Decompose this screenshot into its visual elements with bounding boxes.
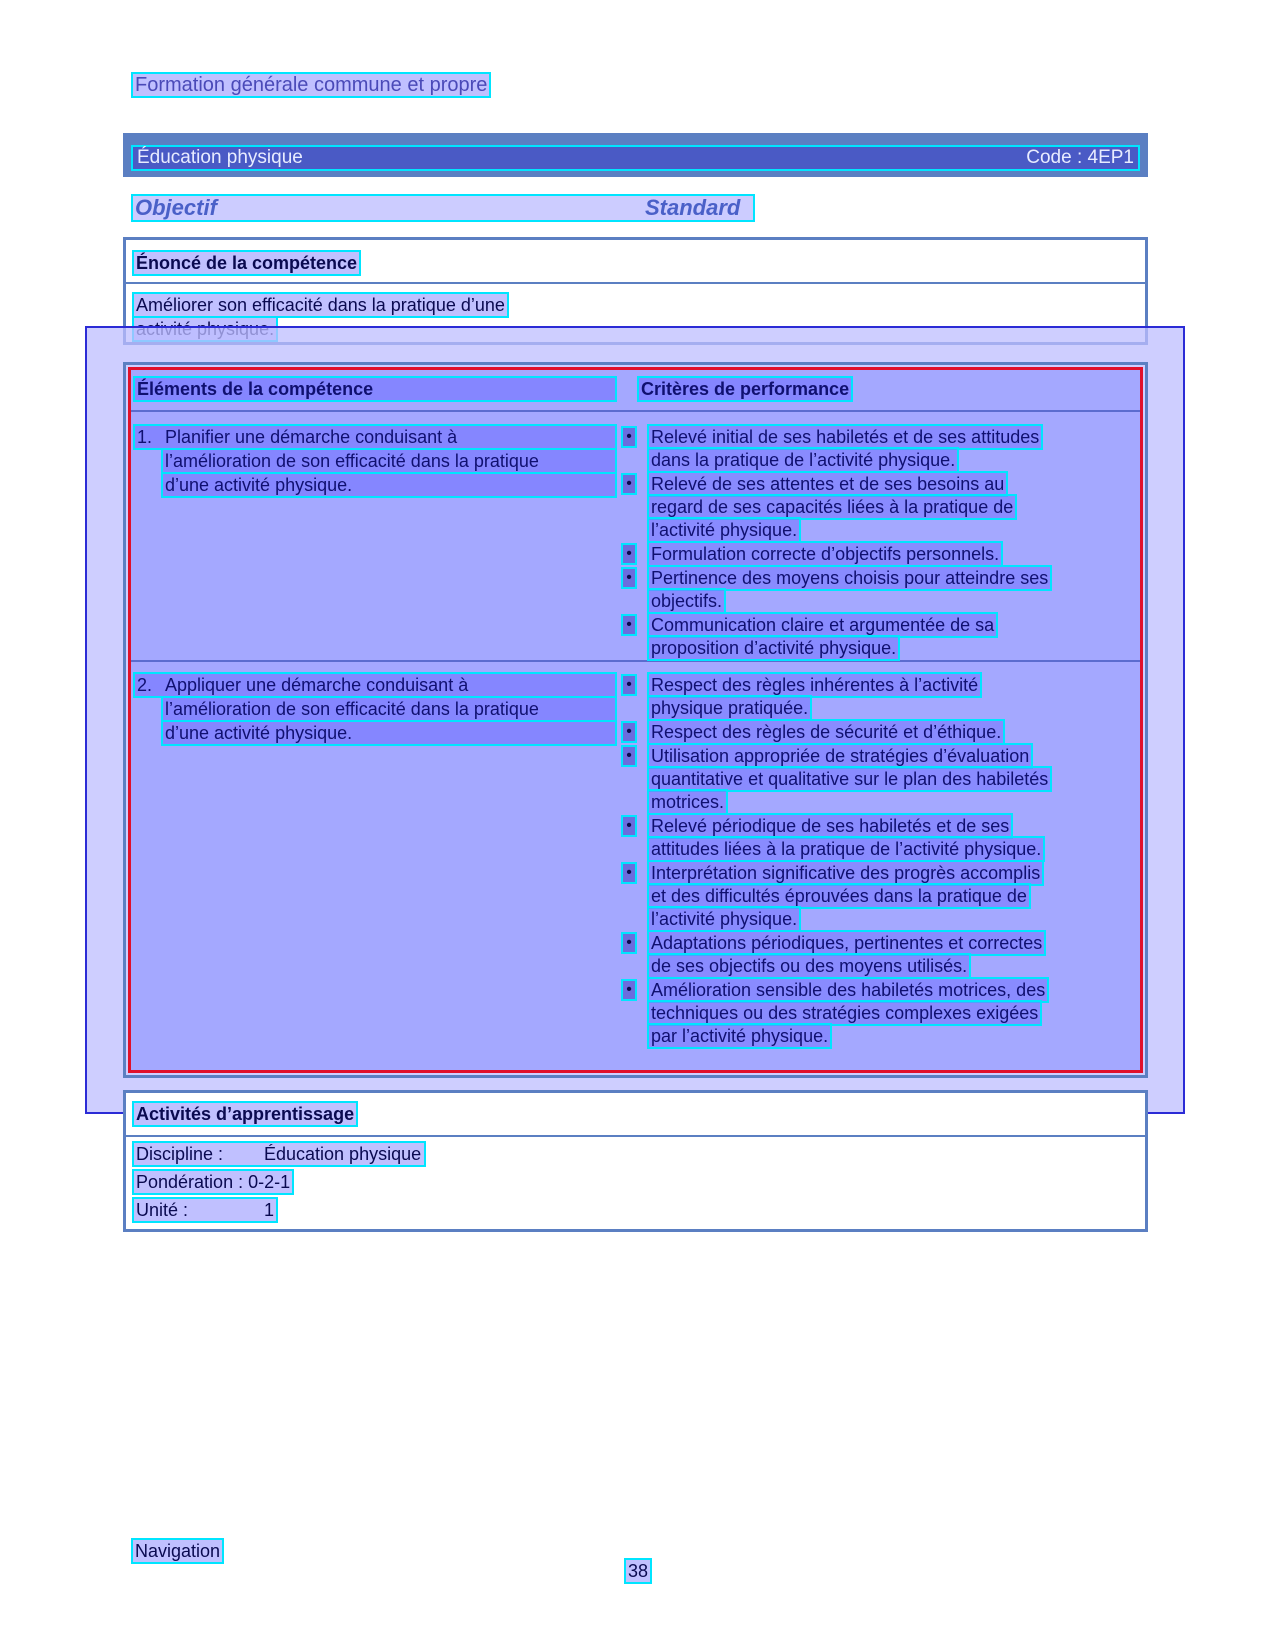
competence-table [123, 362, 1148, 1078]
element-2-line [163, 698, 615, 720]
criterion-line: Utilisation appropriée de stratégies d’évaluation [651, 746, 1030, 766]
criterion-line: Relevé de ses attentes et de ses besoins au [651, 474, 1005, 494]
activites-box [123, 1090, 1148, 1232]
elements-heading: Éléments de la compétence [135, 378, 615, 400]
element-1-line [163, 474, 615, 496]
ponderation-row [134, 1171, 292, 1193]
criterion-line: physique pratiquée. [651, 698, 809, 718]
bullet-icon: • [623, 475, 635, 493]
standard-label: Standard [645, 195, 741, 220]
element-text: Planifier une démarche conduisant à [165, 427, 458, 447]
course-title: Éducation physique [137, 147, 303, 168]
criterion-line: attitudes liées à la pratique de l’activité physique. [651, 839, 1042, 859]
criterion-line: par l’activité physique. [651, 1026, 829, 1046]
navigation-link[interactable]: Navigation [135, 1541, 221, 1561]
criterion-line: Communication claire et argumentée de sa [651, 615, 995, 635]
criterion-line: Adaptations périodiques, pertinentes et correctes [651, 933, 1043, 953]
bullet-icon: • [623, 864, 635, 882]
course-code: Code : 4EP1 [1026, 147, 1134, 168]
bullet-icon: • [623, 569, 635, 587]
enonce-heading: Énoncé de la compétence [136, 253, 358, 273]
criterion-line: Interprétation significative des progrès accomplis [651, 863, 1041, 883]
enonce-line-1: Améliorer son efficacité dans la pratique d’une [136, 295, 505, 315]
discipline-row [134, 1143, 424, 1165]
bullet-icon: • [623, 723, 635, 741]
page-number: 38 [628, 1561, 649, 1581]
objective-row [133, 196, 753, 220]
unite-label: Unité : [136, 1200, 189, 1220]
criterion-line: Relevé périodique de ses habiletés et de ses [651, 816, 1010, 836]
criterion-line: l’activité physique. [651, 520, 798, 540]
criterion-line: l’activité physique. [651, 909, 798, 929]
activites-heading: Activités d’apprentissage [136, 1104, 355, 1124]
criterion-line: Relevé initial de ses habiletés et de ses attitudes [651, 427, 1040, 447]
element-text: l’amélioration de son efficacité dans la pratique [165, 451, 539, 471]
bullet-icon: • [623, 676, 635, 694]
ponderation-label: Pondération : [136, 1172, 244, 1192]
criterion-line: proposition d’activité physique. [651, 638, 897, 658]
bullet-icon: • [623, 934, 635, 952]
criterion-line: de ses objectifs ou des moyens utilisés. [651, 956, 968, 976]
bullet-icon: • [623, 616, 635, 634]
element-text: l’amélioration de son efficacité dans la pratique [165, 699, 539, 719]
bullet-icon: • [623, 817, 635, 835]
competence-table-selection [128, 367, 1143, 1073]
unite-value: 1 [263, 1200, 274, 1220]
criterion-line: Formulation correcte d’objectifs personnels. [651, 544, 1000, 564]
criterion-line: techniques ou des stratégies complexes exigées [651, 1003, 1039, 1023]
unite-row [134, 1199, 276, 1221]
criterion-line: quantitative et qualitative sur le plan des habiletés [651, 769, 1049, 789]
course-header [133, 147, 1138, 169]
element-2-line [163, 722, 615, 744]
ponderation-value: 0-2-1 [248, 1172, 291, 1192]
element-2-line [135, 674, 615, 696]
element-text: d’une activité physique. [165, 475, 353, 495]
element-text: Appliquer une démarche conduisant à [165, 675, 469, 695]
criterion-line: Pertinence des moyens choisis pour atteindre ses [651, 568, 1049, 588]
criterion-line: motrices. [651, 792, 725, 812]
objectif-label: Objectif [135, 195, 217, 220]
element-1-line [135, 426, 615, 448]
criterion-line: regard de ses capacités liées à la pratique de [651, 497, 1014, 517]
element-text: d’une activité physique. [165, 723, 353, 743]
discipline-label: Discipline : [136, 1144, 224, 1164]
course-header-bar [123, 133, 1148, 177]
criterion-line: Respect des règles de sécurité et d’éthique. [651, 722, 1002, 742]
criteria-heading: Critères de performance [641, 379, 850, 399]
criterion-line: et des difficultés éprouvées dans la pratique de [651, 886, 1027, 906]
criterion-line: dans la pratique de l’activité physique. [651, 450, 956, 470]
section-title: Formation générale commune et propre [135, 74, 488, 96]
criterion-line: objectifs. [651, 591, 723, 611]
element-number: 1. [137, 427, 153, 447]
criterion-line: Amélioration sensible des habiletés motrices, des [651, 980, 1046, 1000]
bullet-icon: • [623, 545, 635, 563]
bullet-icon: • [623, 747, 635, 765]
bullet-icon: • [623, 981, 635, 999]
element-number: 2. [137, 675, 153, 695]
discipline-value: Éducation physique [264, 1144, 422, 1164]
criterion-line: Respect des règles inhérentes à l’activité [651, 675, 979, 695]
element-1-line [163, 450, 615, 472]
bullet-icon: • [623, 428, 635, 446]
